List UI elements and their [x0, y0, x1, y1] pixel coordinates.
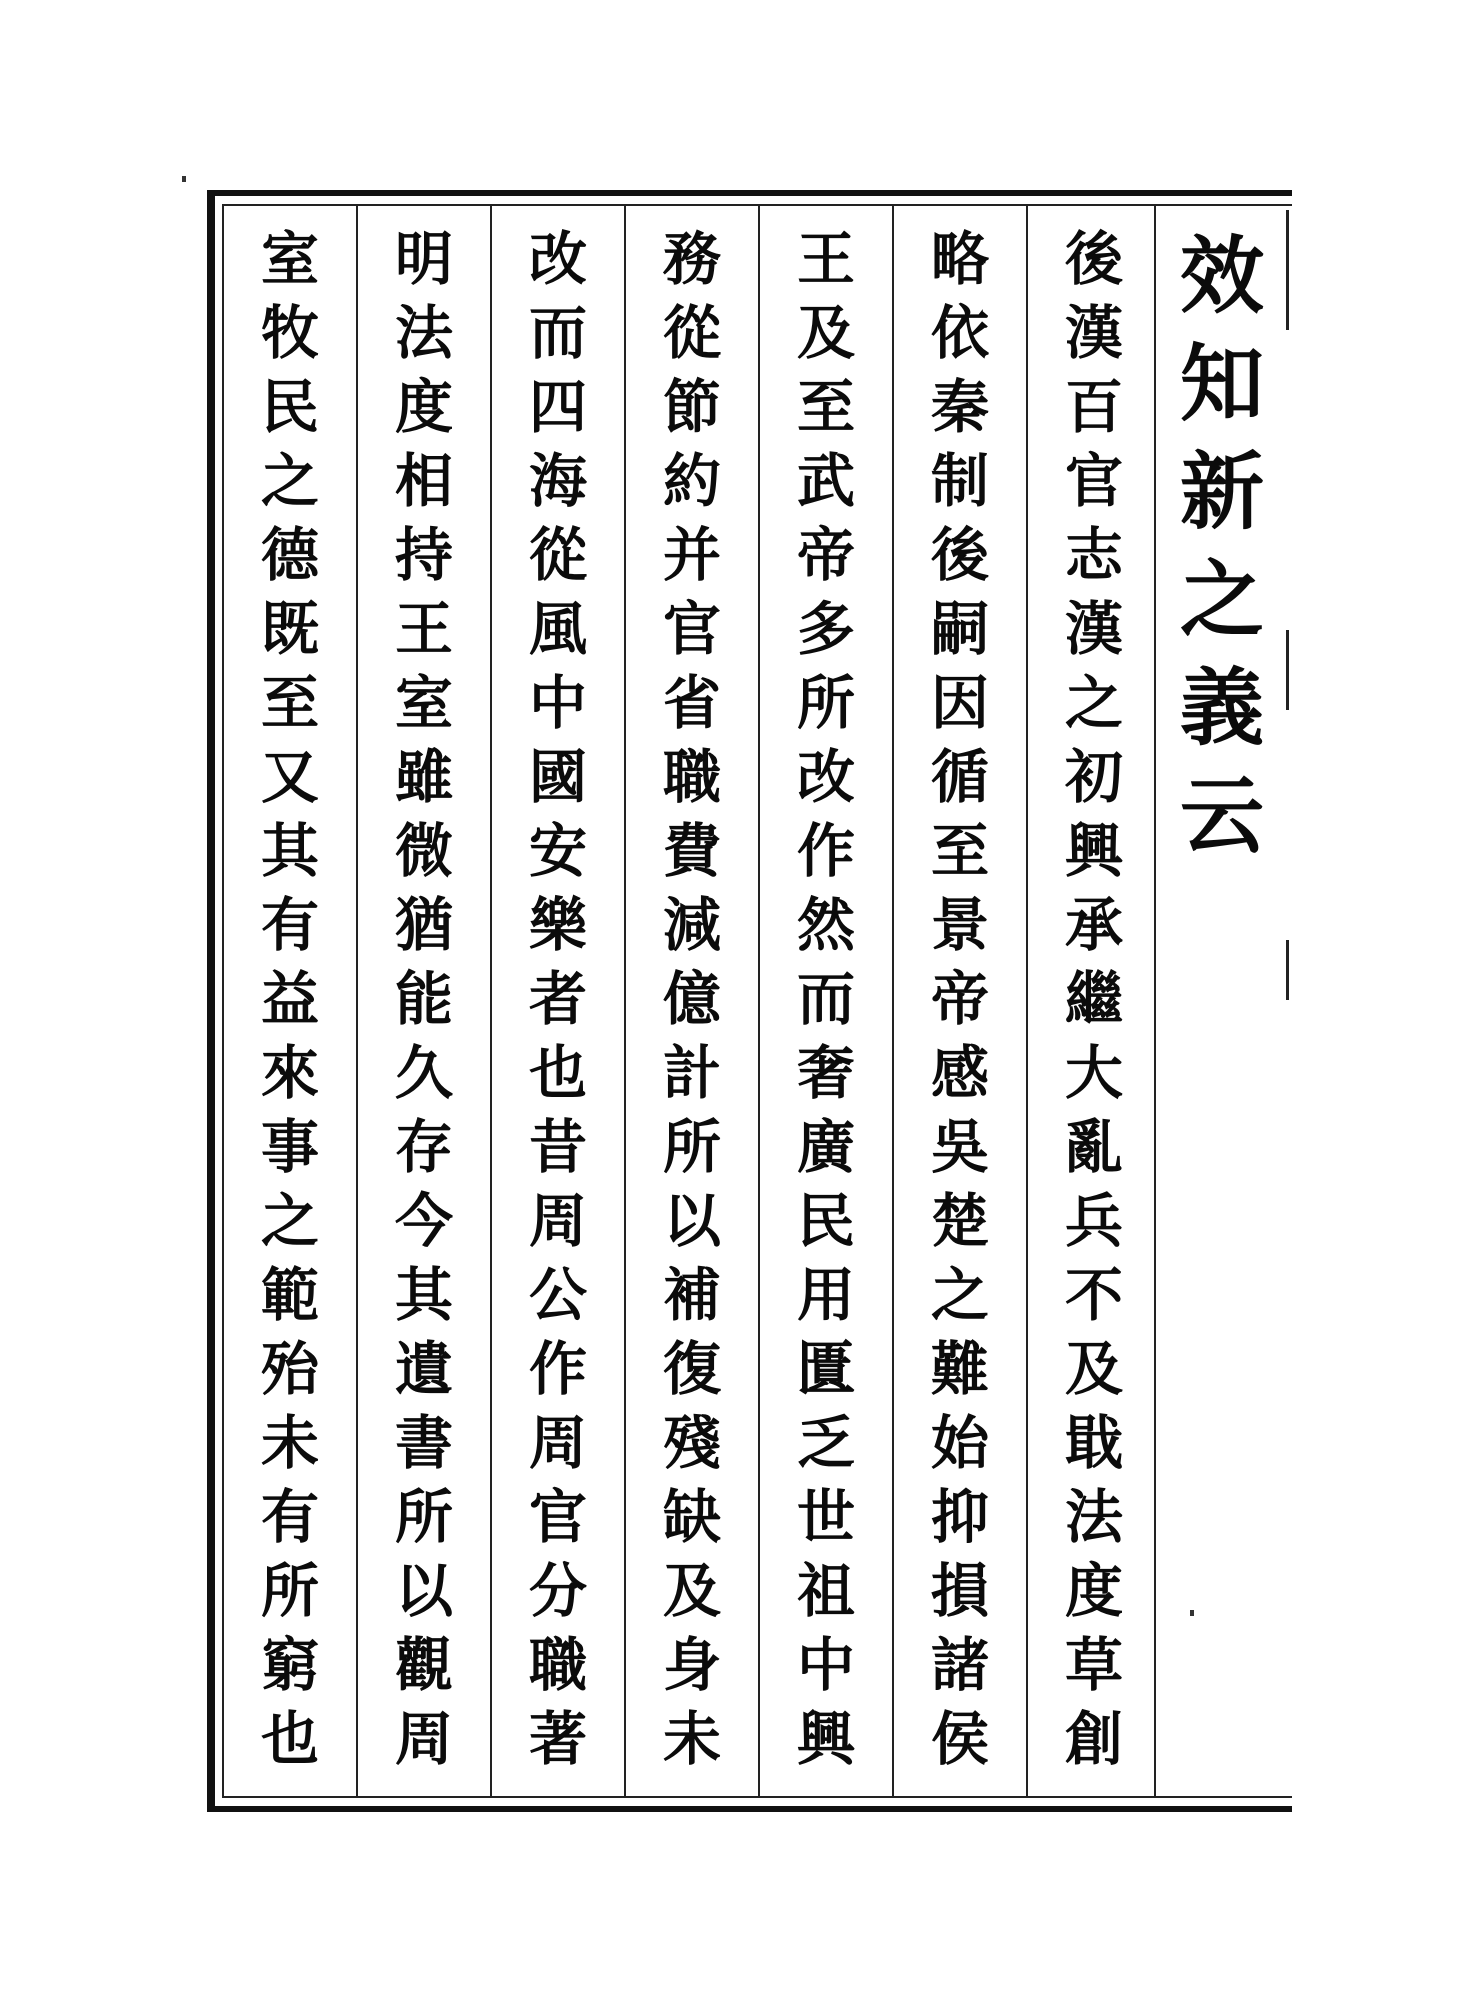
glyph: 用 — [796, 1261, 855, 1329]
glyph: 民 — [260, 373, 319, 441]
glyph: 省 — [662, 669, 721, 737]
frame-right-edge-mark — [1286, 940, 1289, 1000]
glyph: 所 — [260, 1557, 319, 1625]
glyph: 缺 — [662, 1483, 721, 1551]
glyph: 并 — [662, 521, 721, 589]
glyph: 殘 — [662, 1409, 721, 1477]
glyph: 約 — [662, 447, 721, 515]
glyph: 周 — [394, 1705, 453, 1773]
glyph: 周 — [528, 1409, 587, 1477]
frame-inner-rule-left — [222, 206, 224, 1798]
glyph: 景 — [930, 891, 989, 959]
glyph: 初 — [1064, 743, 1123, 811]
glyph: 也 — [260, 1705, 319, 1773]
glyph: 武 — [796, 447, 855, 515]
glyph: 至 — [260, 669, 319, 737]
text-column-5 — [632, 222, 752, 1782]
glyph: 官 — [662, 595, 721, 663]
glyph: 新 — [1179, 442, 1264, 541]
text-column-2 — [1034, 222, 1154, 1782]
glyph: 之 — [930, 1261, 989, 1329]
glyph: 兵 — [1064, 1187, 1123, 1255]
glyph: 多 — [796, 595, 855, 663]
glyph: 安 — [528, 817, 587, 885]
glyph: 著 — [528, 1705, 587, 1773]
glyph: 及 — [796, 299, 855, 367]
glyph: 殆 — [260, 1335, 319, 1403]
glyph: 始 — [930, 1409, 989, 1477]
column-rule — [892, 206, 894, 1796]
glyph: 之 — [260, 447, 319, 515]
glyph: 興 — [796, 1705, 855, 1773]
column-rule — [1026, 206, 1028, 1796]
glyph: 猶 — [394, 891, 453, 959]
glyph: 室 — [394, 669, 453, 737]
glyph: 及 — [662, 1557, 721, 1625]
glyph: 之 — [1064, 669, 1123, 737]
glyph: 未 — [260, 1409, 319, 1477]
text-column-8 — [230, 222, 350, 1782]
glyph: 度 — [1064, 1557, 1123, 1625]
glyph: 億 — [662, 965, 721, 1033]
glyph: 繼 — [1064, 965, 1123, 1033]
glyph: 所 — [394, 1483, 453, 1551]
glyph: 樂 — [528, 891, 587, 959]
glyph: 至 — [930, 817, 989, 885]
glyph: 務 — [662, 225, 721, 293]
glyph: 以 — [662, 1187, 721, 1255]
glyph: 國 — [528, 743, 587, 811]
glyph: 難 — [930, 1335, 989, 1403]
glyph: 然 — [796, 891, 855, 959]
glyph: 楚 — [930, 1187, 989, 1255]
glyph: 王 — [796, 225, 855, 293]
glyph: 有 — [260, 891, 319, 959]
glyph: 室 — [260, 225, 319, 293]
glyph: 嗣 — [930, 595, 989, 663]
glyph: 亂 — [1064, 1113, 1123, 1181]
text-column-3 — [900, 222, 1020, 1782]
glyph: 後 — [930, 521, 989, 589]
glyph: 法 — [394, 299, 453, 367]
glyph: 乏 — [796, 1409, 855, 1477]
column-rule — [490, 206, 492, 1796]
column-rule — [356, 206, 358, 1796]
glyph: 持 — [394, 521, 453, 589]
glyph: 感 — [930, 1039, 989, 1107]
glyph: 因 — [930, 669, 989, 737]
glyph: 改 — [528, 225, 587, 293]
glyph: 作 — [528, 1335, 587, 1403]
glyph: 匱 — [796, 1335, 855, 1403]
glyph: 遺 — [394, 1335, 453, 1403]
glyph: 官 — [1064, 447, 1123, 515]
glyph: 減 — [662, 891, 721, 959]
glyph: 也 — [528, 1039, 587, 1107]
glyph: 廣 — [796, 1113, 855, 1181]
glyph: 制 — [930, 447, 989, 515]
glyph: 承 — [1064, 891, 1123, 959]
glyph: 海 — [528, 447, 587, 515]
glyph: 職 — [662, 743, 721, 811]
glyph: 節 — [662, 373, 721, 441]
glyph: 依 — [930, 299, 989, 367]
glyph: 從 — [528, 521, 587, 589]
glyph: 略 — [930, 225, 989, 293]
text-column-6 — [498, 222, 618, 1782]
glyph: 損 — [930, 1557, 989, 1625]
glyph: 來 — [260, 1039, 319, 1107]
glyph: 法 — [1064, 1483, 1123, 1551]
text-column-7 — [364, 222, 484, 1782]
column-rule — [758, 206, 760, 1796]
glyph: 計 — [662, 1039, 721, 1107]
glyph: 云 — [1179, 766, 1264, 865]
glyph: 所 — [662, 1113, 721, 1181]
glyph: 秦 — [930, 373, 989, 441]
glyph: 其 — [260, 817, 319, 885]
glyph: 未 — [662, 1705, 721, 1773]
glyph: 漢 — [1064, 595, 1123, 663]
glyph: 職 — [528, 1631, 587, 1699]
glyph: 觀 — [394, 1631, 453, 1699]
column-rule — [624, 206, 626, 1796]
glyph: 帝 — [796, 521, 855, 589]
glyph: 知 — [1179, 334, 1264, 433]
frame-inner-rule-bottom — [222, 1796, 1292, 1798]
glyph: 侯 — [930, 1705, 989, 1773]
glyph: 而 — [796, 965, 855, 1033]
glyph: 有 — [260, 1483, 319, 1551]
glyph: 窮 — [260, 1631, 319, 1699]
glyph: 中 — [528, 669, 587, 737]
glyph: 諸 — [930, 1631, 989, 1699]
glyph: 費 — [662, 817, 721, 885]
glyph: 改 — [796, 743, 855, 811]
glyph: 書 — [394, 1409, 453, 1477]
glyph: 之 — [1179, 550, 1264, 649]
glyph: 中 — [796, 1631, 855, 1699]
print-speck — [1190, 1610, 1194, 1616]
glyph: 久 — [394, 1039, 453, 1107]
glyph: 所 — [796, 669, 855, 737]
glyph: 明 — [394, 225, 453, 293]
glyph: 相 — [394, 447, 453, 515]
glyph: 大 — [1064, 1039, 1123, 1107]
glyph: 至 — [796, 373, 855, 441]
glyph: 度 — [394, 373, 453, 441]
glyph: 祖 — [796, 1557, 855, 1625]
glyph: 民 — [796, 1187, 855, 1255]
glyph: 草 — [1064, 1631, 1123, 1699]
text-column-1 — [1162, 222, 1282, 1782]
glyph: 百 — [1064, 373, 1123, 441]
glyph: 以 — [394, 1557, 453, 1625]
glyph: 世 — [796, 1483, 855, 1551]
glyph: 存 — [394, 1113, 453, 1181]
glyph: 公 — [528, 1261, 587, 1329]
glyph: 又 — [260, 743, 319, 811]
glyph: 微 — [394, 817, 453, 885]
glyph: 志 — [1064, 521, 1123, 589]
glyph: 四 — [528, 373, 587, 441]
glyph: 補 — [662, 1261, 721, 1329]
frame-inner-rule-top — [222, 204, 1292, 206]
glyph: 其 — [394, 1261, 453, 1329]
glyph: 後 — [1064, 225, 1123, 293]
glyph: 分 — [528, 1557, 587, 1625]
glyph: 身 — [662, 1631, 721, 1699]
column-rule — [1154, 206, 1156, 1796]
text-column-4 — [766, 222, 886, 1782]
glyph: 牧 — [260, 299, 319, 367]
glyph: 作 — [796, 817, 855, 885]
glyph: 範 — [260, 1261, 319, 1329]
print-speck — [182, 176, 186, 182]
frame-right-edge-mark — [1286, 210, 1289, 330]
glyph: 帝 — [930, 965, 989, 1033]
glyph: 昔 — [528, 1113, 587, 1181]
glyph: 義 — [1179, 658, 1264, 757]
glyph: 能 — [394, 965, 453, 1033]
glyph: 既 — [260, 595, 319, 663]
glyph: 而 — [528, 299, 587, 367]
glyph: 之 — [260, 1187, 319, 1255]
glyph: 抑 — [930, 1483, 989, 1551]
glyph: 及 — [1064, 1335, 1123, 1403]
glyph: 益 — [260, 965, 319, 1033]
glyph: 戢 — [1064, 1409, 1123, 1477]
glyph: 德 — [260, 521, 319, 589]
glyph: 復 — [662, 1335, 721, 1403]
glyph: 王 — [394, 595, 453, 663]
glyph: 吳 — [930, 1113, 989, 1181]
glyph: 官 — [528, 1483, 587, 1551]
frame-right-edge-mark — [1286, 630, 1289, 710]
glyph: 奢 — [796, 1039, 855, 1107]
glyph: 雖 — [394, 743, 453, 811]
glyph: 今 — [394, 1187, 453, 1255]
glyph: 效 — [1179, 226, 1264, 325]
glyph: 興 — [1064, 817, 1123, 885]
glyph: 循 — [930, 743, 989, 811]
glyph: 漢 — [1064, 299, 1123, 367]
glyph: 周 — [528, 1187, 587, 1255]
glyph: 者 — [528, 965, 587, 1033]
glyph: 事 — [260, 1113, 319, 1181]
glyph: 風 — [528, 595, 587, 663]
glyph: 創 — [1064, 1705, 1123, 1773]
glyph: 從 — [662, 299, 721, 367]
glyph: 不 — [1064, 1261, 1123, 1329]
